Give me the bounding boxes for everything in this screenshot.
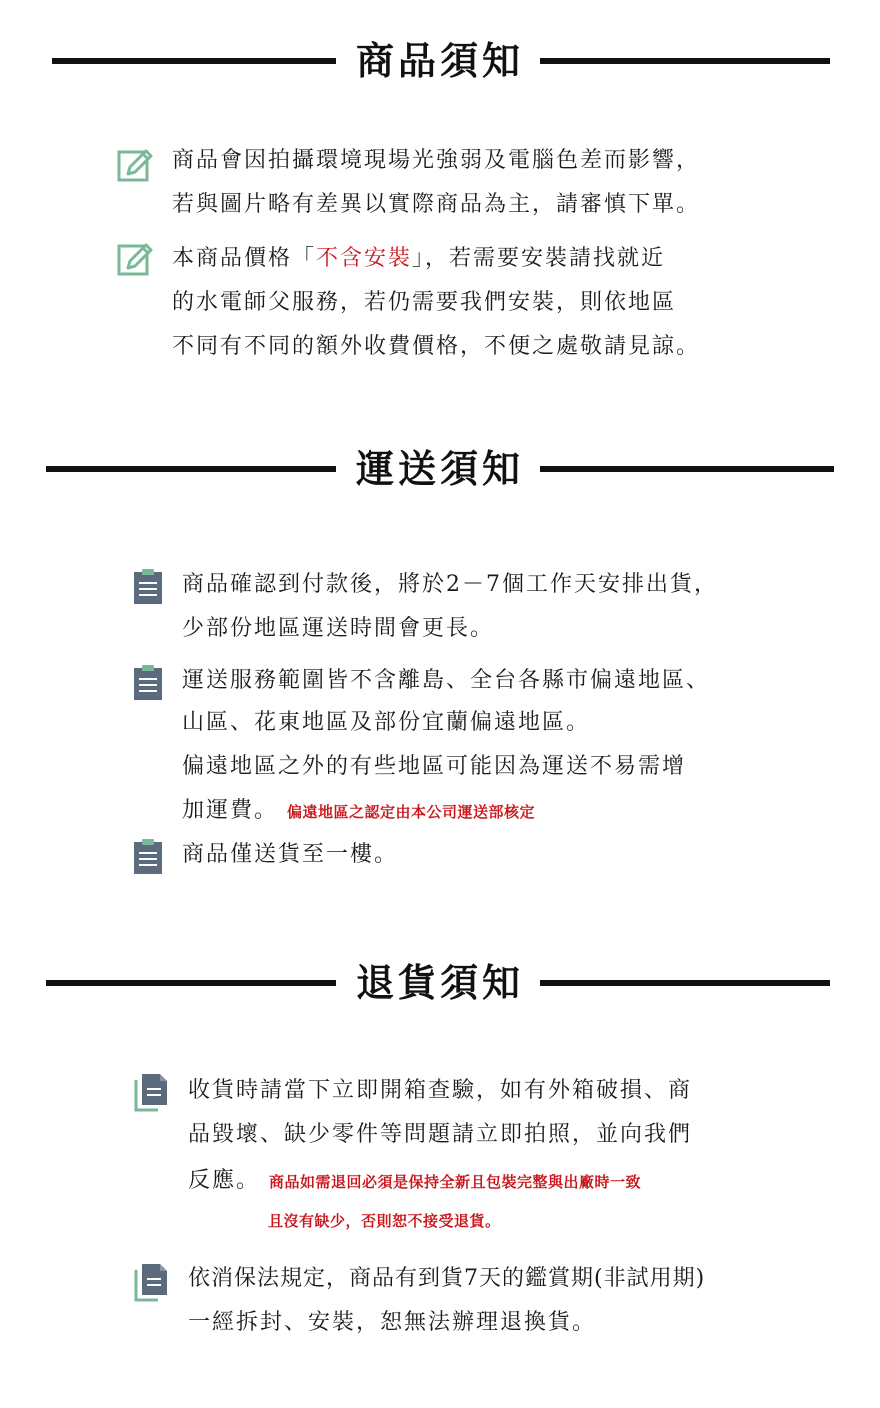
extra-fee-text: 加運費。 — [182, 798, 279, 823]
return-condition-note: 商品如需退回必須是保持全新且包裝完整與出廠時一致 — [269, 1173, 642, 1191]
price-text-pre: 本商品價格「 — [172, 246, 317, 271]
returns-item2-line2: 一經拆封、安裝，恕無法辦理退換貨。 — [188, 1310, 597, 1335]
document-icon — [132, 1072, 172, 1112]
clipboard-icon — [128, 566, 168, 606]
shipping-notice-header — [0, 438, 880, 498]
shipping-item2-line2: 山區、花東地區及部份宜蘭偏遠地區。 — [182, 710, 591, 735]
shipping-notice-title: 運送須知 — [355, 447, 524, 491]
shipping-item2-line4 — [182, 796, 535, 827]
returns-item1-line1: 收貨時請當下立即開箱查驗，如有外箱破損、商 — [188, 1078, 693, 1103]
clipboard-icon — [128, 836, 168, 876]
product-item1-line1: 商品會因拍攝環境現場光強弱及電腦色差而影響， — [172, 148, 701, 173]
returns-item1-line3 — [188, 1166, 641, 1197]
return-condition-note-line2: 且沒有缺少，否則恕不接受退貨。 — [268, 1212, 501, 1230]
returns-notice-header — [0, 952, 880, 1012]
shipping-item2-line3: 偏遠地區之外的有些地區可能因為運送不易需增 — [182, 754, 687, 779]
product-item2-line3: 不同有不同的額外收費價格，不便之處敬請見諒。 — [172, 334, 701, 359]
product-item2-line1 — [172, 244, 665, 274]
edit-icon — [116, 146, 156, 186]
shipping-item3-line1: 商品僅送貨至一樓。 — [182, 842, 399, 867]
no-installation-highlight: 不含安裝 — [316, 246, 413, 271]
product-item1-line2: 若與圖片略有差異以實際商品為主，請審慎下單。 — [172, 192, 701, 217]
report-text: 反應。 — [188, 1168, 261, 1193]
product-notice-title: 商品須知 — [355, 39, 524, 83]
header-rule-right — [540, 980, 830, 986]
returns-item2-line1: 依消保法規定，商品有到貨7天的鑑賞期(非試用期) — [188, 1266, 706, 1291]
edit-icon — [116, 240, 156, 280]
shipping-item1-line1: 商品確認到付款後，將於2－7個工作天安排出貨， — [182, 572, 718, 597]
price-text-post: 」，若需要安裝請找就近 — [412, 246, 666, 271]
product-item2-line2: 的水電師父服務，若仍需要我們安裝，則依地區 — [172, 290, 677, 315]
document-icon — [132, 1262, 172, 1302]
shipping-item2-line1: 運送服務範圍皆不含離島、全台各縣市偏遠地區、 — [182, 668, 711, 693]
remote-area-note: 偏遠地區之認定由本公司運送部核定 — [287, 803, 536, 821]
clipboard-icon — [128, 662, 168, 702]
header-rule-right — [540, 466, 834, 472]
product-notice-header — [0, 30, 880, 90]
header-rule-right — [540, 58, 830, 64]
returns-item1-line2: 品毀壞、缺少零件等問題請立即拍照，並向我們 — [188, 1122, 693, 1147]
returns-notice-title: 退貨須知 — [355, 961, 524, 1005]
shipping-item1-line2: 少部份地區運送時間會更長。 — [182, 616, 495, 641]
